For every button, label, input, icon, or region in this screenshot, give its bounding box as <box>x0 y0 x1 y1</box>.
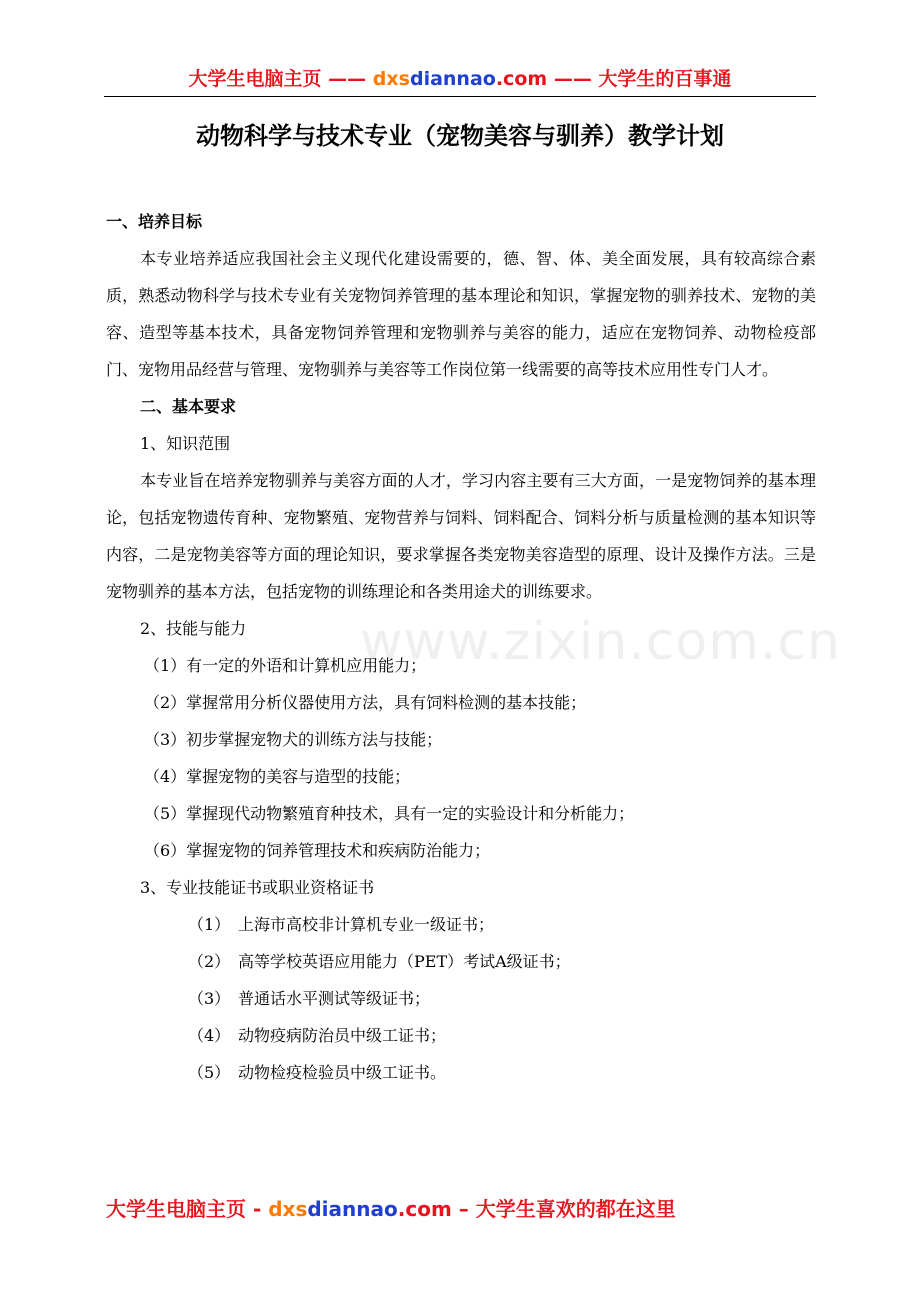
subsection1-paragraph: 本专业旨在培养宠物驯养与美容方面的人才，学习内容主要有三大方面，一是宠物饲养的基本理论，包括宠物遗传育种、宠物繁殖、宠物营养与饲料、饲料配合、饲料分析与质量检测的基本知识等内容，二是宠物美容等方面的理论知识，要求掌握各类宠物美容造型的原理、设计及操作方法。三是宠物驯养的基本方法，包括宠物的训练理论和各类用途犬的训练要求。 <box>106 471 816 601</box>
section2-heading: 二、基本要求 <box>140 397 237 416</box>
page-header <box>104 64 816 97</box>
footer-site-part1: dxs <box>268 1197 308 1221</box>
header-line <box>104 64 816 94</box>
cert-item <box>106 1054 816 1091</box>
cert-text: 普通话水平测试等级证书； <box>238 989 431 1008</box>
footer-site-part2: diannao <box>307 1197 398 1221</box>
cert-number: （5） <box>188 1063 231 1082</box>
watermark-text: www.zixin.com.cn <box>360 612 841 672</box>
cert-number: （4） <box>188 1026 231 1045</box>
footer-left-text: 大学生电脑主页 - <box>106 1197 262 1221</box>
cert-number: （3） <box>188 989 231 1008</box>
cert-number: （1） <box>188 915 231 934</box>
skill-item: （1）有一定的外语和计算机应用能力； <box>144 656 427 675</box>
subsection2-heading: 2、技能与能力 <box>140 619 247 638</box>
skill-item: （2）掌握常用分析仪器使用方法，具有饲料检测的基本技能； <box>144 693 587 712</box>
document-body <box>106 203 816 1091</box>
cert-number: （2） <box>188 952 231 971</box>
cert-item <box>106 1017 816 1054</box>
header-right-text: —— 大学生的百事通 <box>553 68 732 90</box>
subsection1-heading: 1、知识范围 <box>140 434 231 453</box>
skill-item: （3）初步掌握宠物犬的训练方法与技能； <box>144 730 443 749</box>
footer-right-text: – 大学生喜欢的都在这里 <box>458 1197 676 1221</box>
footer-site-link[interactable] <box>268 1197 452 1221</box>
footer-site-part3: .com <box>397 1197 452 1221</box>
skill-item: （4）掌握宠物的美容与造型的技能； <box>144 767 411 786</box>
skill-item: （5）掌握现代动物繁殖育种技术，具有一定的实验设计和分析能力； <box>144 804 635 823</box>
skill-item: （6）掌握宠物的饲养管理技术和疾病防治能力； <box>144 841 491 860</box>
page-footer <box>106 1194 676 1224</box>
header-site-part2: diannao <box>409 68 496 90</box>
header-left-text: 大学生电脑主页 —— <box>188 68 367 90</box>
document-title: 动物科学与技术专业（宠物美容与驯养）教学计划 <box>196 122 724 150</box>
cert-text: 动物疫病防治员中级工证书； <box>238 1026 447 1045</box>
section1-paragraph: 本专业培养适应我国社会主义现代化建设需要的，德、智、体、美全面发展，具有较高综合素质，熟悉动物科学与技术专业有关宠物饲养管理的基本理论和知识，掌握宠物的驯养技术、宠物的美容、造型等基本技术，具备宠物饲养管理和宠物驯养与美容的能力，适应在宠物饲养、动物检疫部门、宠物用品经营与管理、宠物驯养与美容等工作岗位第一线需要的高等技术应用性专门人才。 <box>106 249 816 379</box>
subsection3-heading: 3、专业技能证书或职业资格证书 <box>140 878 375 897</box>
header-site-part3: .com <box>495 68 548 90</box>
section1-heading: 一、培养目标 <box>106 212 203 231</box>
cert-item <box>106 980 816 1017</box>
cert-text: 高等学校英语应用能力（PET）考试A级证书； <box>238 952 571 971</box>
header-site-link[interactable] <box>373 68 547 90</box>
header-site-part1: dxs <box>372 68 410 90</box>
cert-item <box>106 943 816 980</box>
cert-text: 上海市高校非计算机专业一级证书； <box>238 915 495 934</box>
cert-text: 动物检疫检验员中级工证书。 <box>238 1063 447 1082</box>
cert-item <box>106 906 816 943</box>
